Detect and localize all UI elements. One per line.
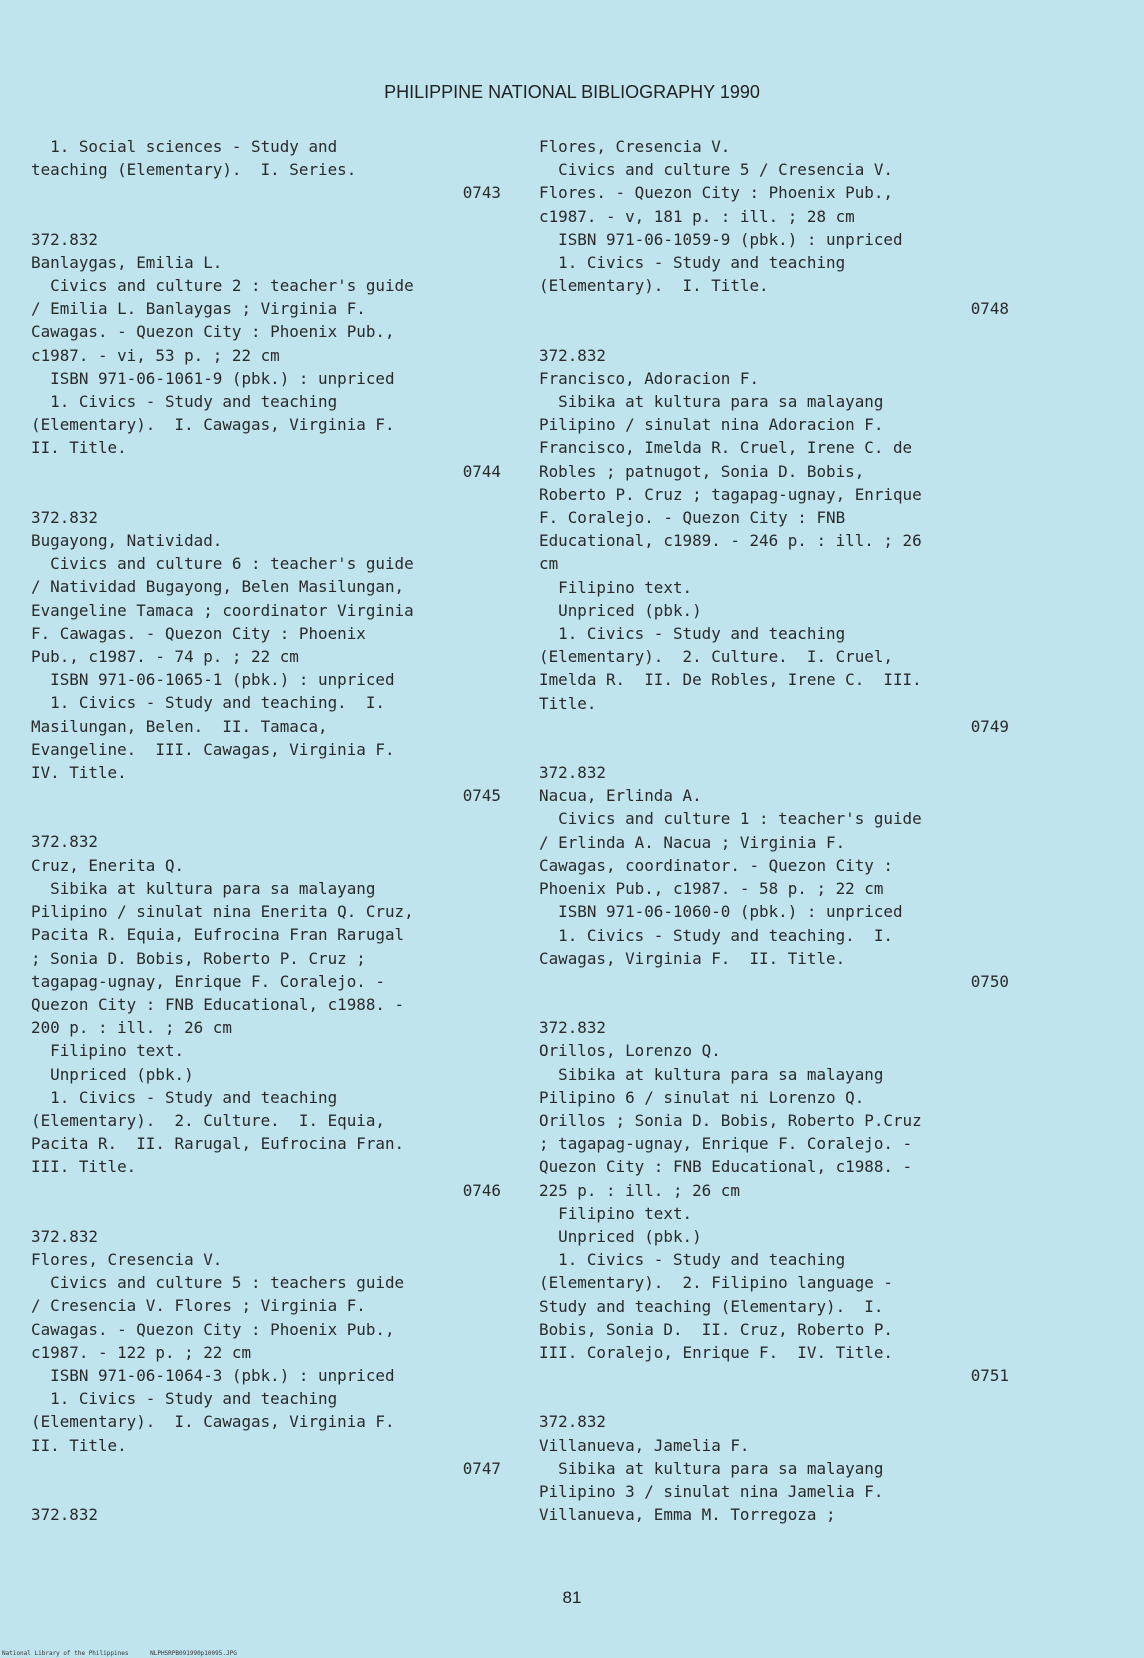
entry-line: 372.832 (31, 1504, 98, 1524)
entry-line: Filipino text. (539, 1203, 693, 1223)
entry-line: ISBN 971-06-1064-3 (pbk.) : unpriced (31, 1365, 395, 1385)
entry-line: Pub., c1987. - 74 p. ; 22 cm (31, 647, 299, 667)
entry-line: 372.832 (539, 1018, 606, 1038)
entry-line: (Elementary). I. Cawagas, Virginia F. (31, 1412, 395, 1432)
entry-line: (Elementary). I. Title. (539, 276, 769, 296)
entry-line: 225 p. : ill. ; 26 cm (539, 1180, 740, 1200)
left-column (31, 135, 501, 1549)
entry-line: Orillos, Lorenzo Q. (539, 1041, 721, 1061)
entry-line: 372.832 (539, 763, 606, 783)
entry-line: Orillos ; Sonia D. Bobis, Roberto P.Cruz (539, 1110, 922, 1130)
entry-line: ; Sonia D. Bobis, Roberto P. Cruz ; (31, 948, 366, 968)
entry-line: Cawagas, Virginia F. II. Title. (539, 948, 846, 968)
entry-line: Sibika at kultura para sa malayang (539, 1458, 884, 1478)
entry-line: Evangeline. III. Cawagas, Virginia F. (31, 739, 395, 759)
entry-line: Civics and culture 2 : teacher's guide (31, 276, 414, 296)
entry-line: Cawagas. - Quezon City : Phoenix Pub., (31, 322, 395, 342)
bibliography-entry (539, 135, 1009, 321)
bibliography-entry (539, 1410, 1009, 1526)
entry-line: IV. Title. (31, 763, 127, 783)
entry-line: Filipino text. (31, 1041, 185, 1061)
entry-line: Flores, Cresencia V. (31, 1249, 223, 1269)
entry-line: Pacita R. Equia, Eufrocina Fran Rarugal (31, 925, 405, 945)
entry-line: F. Cawagas. - Quezon City : Phoenix (31, 623, 366, 643)
entry-line: (Elementary). 2. Culture. I. Cruel, (539, 647, 893, 667)
entry-line: Sibika at kultura para sa malayang (539, 392, 884, 412)
entry-line: Francisco, Imelda R. Cruel, Irene C. de (539, 438, 913, 458)
entry-line: Villanueva, Emma M. Torregoza ; (539, 1505, 836, 1525)
entry-line: 200 p. : ill. ; 26 cm (31, 1018, 232, 1038)
entry-line: ISBN 971-06-1060-0 (pbk.) : unpriced (539, 902, 903, 922)
bibliography-entry (539, 761, 1009, 993)
entry-line: 372.832 (31, 229, 98, 249)
entry-line: 372.832 (31, 832, 98, 852)
entry-line: Bugayong, Natividad. (31, 531, 223, 551)
entry-line: Cawagas. - Quezon City : Phoenix Pub., (31, 1319, 395, 1339)
entry-line: teaching (Elementary). I. Series. (31, 160, 357, 180)
entry-line: 372.832 (31, 507, 98, 527)
entry-line: Villanueva, Jamelia F. (539, 1435, 750, 1455)
page-header: PHILIPPINE NATIONAL BIBLIOGRAPHY 1990 (384, 82, 760, 102)
entry-line: F. Coralejo. - Quezon City : FNB (539, 508, 846, 528)
bibliography-entry (31, 228, 501, 483)
entry-line: 1. Civics - Study and teaching (539, 624, 846, 644)
entry-line: / Erlinda A. Nacua ; Virginia F. (539, 832, 846, 852)
entry-line: (Elementary). I. Cawagas, Virginia F. (31, 415, 395, 435)
entry-line: Imelda R. II. De Robles, Irene C. III. (539, 670, 922, 690)
entry-line: Unpriced (pbk.) (539, 600, 702, 620)
entry-line: Cruz, Enerita Q. (31, 855, 185, 875)
right-column (539, 135, 1009, 1549)
entry-line: Unpriced (pbk.) (539, 1226, 702, 1246)
entry-line: II. Title. (31, 438, 127, 458)
entry-line: (Elementary). 2. Filipino language - (539, 1273, 893, 1293)
entry-line: ; tagapag-ugnay, Enrique F. Coralejo. - (539, 1134, 913, 1154)
entry-line: (Elementary). 2. Culture. I. Equia, (31, 1110, 385, 1130)
bibliography-entry (31, 506, 501, 808)
entry-line: Pilipino / sinulat nina Enerita Q. Cruz, (31, 902, 414, 922)
entry-number: 0749 (970, 716, 1009, 736)
entry-number: 0743 (462, 183, 501, 203)
entry-line: ISBN 971-06-1061-9 (pbk.) : unpriced (31, 368, 395, 388)
entry-number: 0744 (462, 461, 501, 481)
entry-line: 1. Civics - Study and teaching. I. (539, 925, 893, 945)
entry-line: c1987. - v, 181 p. : ill. ; 28 cm (539, 206, 855, 226)
entry-line: 1. Civics - Study and teaching (539, 253, 846, 273)
entry-line: Cawagas, coordinator. - Quezon City : (539, 855, 893, 875)
entry-line: Pilipino 6 / sinulat ni Lorenzo Q. (539, 1087, 865, 1107)
entry-line: tagapag-ugnay, Enrique F. Coralejo. - (31, 971, 385, 991)
entry-line: 1. Civics - Study and teaching (31, 1389, 338, 1409)
entry-line: / Natividad Bugayong, Belen Masilungan, (31, 577, 405, 597)
entry-line: Bobis, Sonia D. II. Cruz, Roberto P. (539, 1319, 893, 1339)
entry-line: 1. Civics - Study and teaching (539, 1250, 846, 1270)
footer-credit: National Library of the Philippines NLPHSRPB091990p10095.JPG (2, 1650, 237, 1657)
entry-line: Pacita R. II. Rarugal, Eufrocina Fran. (31, 1134, 405, 1154)
entry-line: III. Coralejo, Enrique F. IV. Title. (539, 1342, 893, 1362)
entry-line: Banlaygas, Emilia L. (31, 252, 223, 272)
entry-line: Civics and culture 6 : teacher's guide (31, 554, 414, 574)
entry-number: 0751 (970, 1366, 1009, 1386)
bibliography-entry (31, 1503, 501, 1526)
entry-line: Robles ; patnugot, Sonia D. Bobis, (539, 461, 865, 481)
entry-number: 0750 (970, 971, 1009, 991)
entry-line: 1. Civics - Study and teaching (31, 1087, 338, 1107)
entry-line: II. Title. (31, 1435, 127, 1455)
bibliography-entry (31, 830, 501, 1201)
entry-line: c1987. - vi, 53 p. ; 22 cm (31, 345, 280, 365)
entry-line: Nacua, Erlinda A. (539, 786, 702, 806)
entry-line: Quezon City : FNB Educational, c1988. - (31, 994, 405, 1014)
page-number: 81 (562, 1588, 582, 1607)
entry-line: Educational, c1989. - 246 p. : ill. ; 26 (539, 531, 922, 551)
entry-line: Flores. - Quezon City : Phoenix Pub., (539, 183, 893, 203)
entry-line: 1. Social sciences - Study and (31, 137, 338, 156)
entry-line: Francisco, Adoracion F. (539, 368, 760, 388)
entry-line: Flores, Cresencia V. (539, 137, 731, 156)
entry-line: 372.832 (31, 1226, 98, 1246)
entry-line: Title. (539, 693, 597, 713)
entry-number: 0746 (462, 1180, 501, 1200)
entry-line: 1. Civics - Study and teaching (31, 392, 338, 412)
bibliography-entry (539, 344, 1009, 738)
entry-line: Roberto P. Cruz ; tagapag-ugnay, Enrique (539, 484, 922, 504)
entry-line: Pilipino / sinulat nina Adoracion F. (539, 415, 884, 435)
entry-line: / Cresencia V. Flores ; Virginia F. (31, 1296, 366, 1316)
entry-line: Sibika at kultura para sa malayang (539, 1064, 884, 1084)
entry-number: 0748 (970, 299, 1009, 319)
entry-line: Civics and culture 5 : teachers guide (31, 1273, 405, 1293)
entry-line: III. Title. (31, 1157, 137, 1177)
entry-line: Masilungan, Belen. II. Tamaca, (31, 716, 328, 736)
entry-line: c1987. - 122 p. ; 22 cm (31, 1342, 252, 1362)
bibliography-entry (31, 1225, 501, 1480)
entry-number: 0745 (462, 786, 501, 806)
entry-line: Evangeline Tamaca ; coordinator Virginia (31, 600, 414, 620)
bibliography-entry (31, 135, 501, 205)
entry-line: cm (539, 554, 559, 574)
entry-line: Pilipino 3 / sinulat nina Jamelia F. (539, 1481, 884, 1501)
entry-line: 1. Civics - Study and teaching. I. (31, 693, 385, 713)
entry-line: 372.832 (539, 345, 606, 365)
entry-line: Quezon City : FNB Educational, c1988. - (539, 1157, 913, 1177)
entry-line: Civics and culture 1 : teacher's guide (539, 809, 922, 829)
entry-number: 0747 (462, 1458, 501, 1478)
entry-line: ISBN 971-06-1065-1 (pbk.) : unpriced (31, 670, 395, 690)
entry-line: Unpriced (pbk.) (31, 1064, 194, 1084)
entry-line: Civics and culture 5 / Cresencia V. (539, 160, 893, 180)
entry-line: / Emilia L. Banlaygas ; Virginia F. (31, 299, 366, 319)
entry-line: ISBN 971-06-1059-9 (pbk.) : unpriced (539, 229, 903, 249)
entry-line: Phoenix Pub., c1987. - 58 p. ; 22 cm (539, 879, 884, 899)
entry-line: Sibika at kultura para sa malayang (31, 878, 376, 898)
entry-line: Study and teaching (Elementary). I. (539, 1296, 884, 1316)
bibliography-entry (539, 1016, 1009, 1387)
entry-line: 372.832 (539, 1412, 606, 1432)
entry-line: Filipino text. (539, 577, 693, 597)
